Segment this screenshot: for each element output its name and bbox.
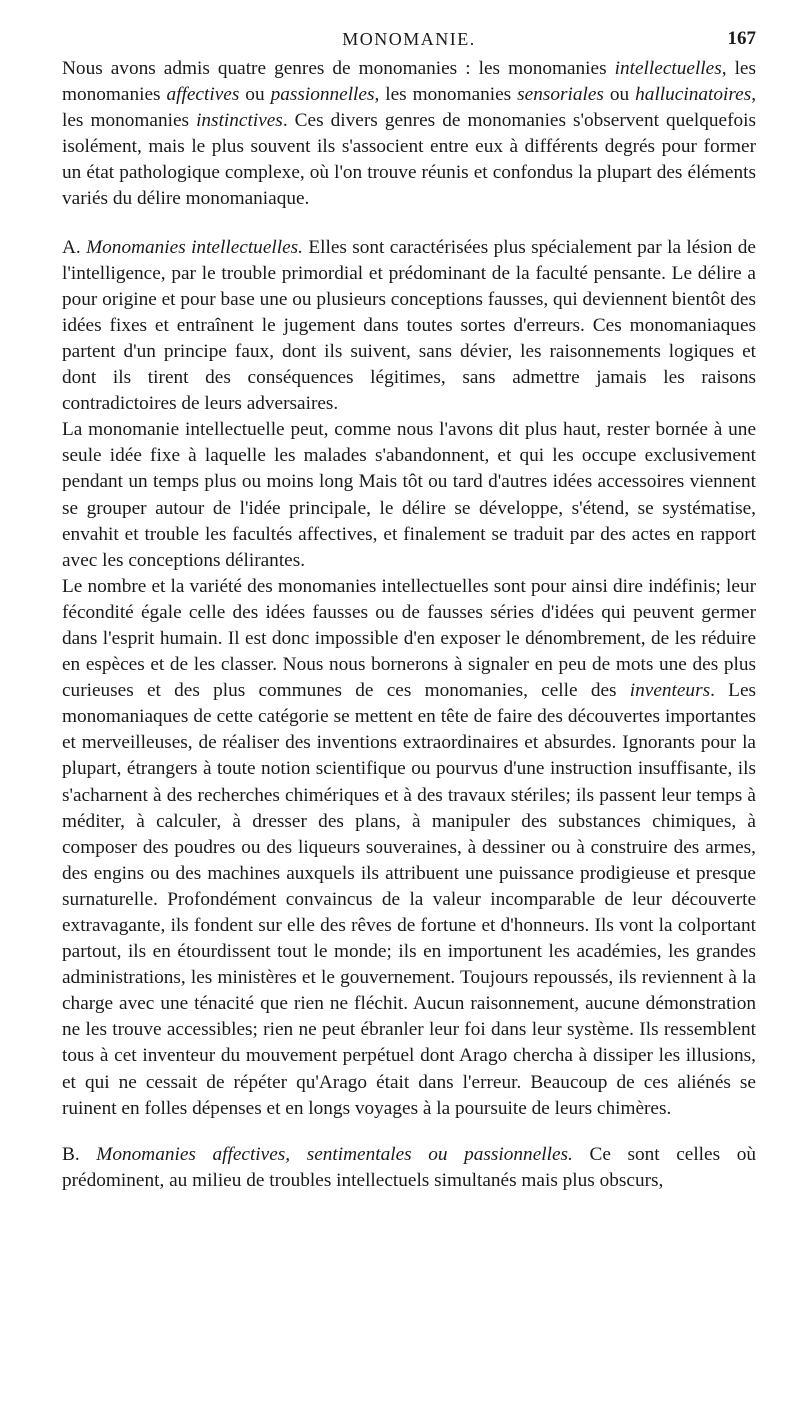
- italic-run: sensoriales: [517, 84, 604, 106]
- text-run: ou: [603, 84, 636, 106]
- italic-run: intellectuelles: [614, 58, 722, 79]
- text-run: Elles sont caractérisées plus spécialement par la lésion de l'intelligence, par le trouble primordial et prédominant de la faculté pensante. Le délire a pour origine et pour base une ou plusieurs conceptions fausses, qui deviennent bientôt des idées fixes et entraînent le jugement dans toutes sortes d'erreurs. Ces monomaniaques partent d'un principe faux, dont ils suivent, sans dévier, les raisonnements logiques et dont ils tirent des conséquences légitimes, sans admettre jamais les raisons contradictoires de leurs adversaires.: [62, 236, 756, 415]
- running-title: MONOMANIE.: [342, 29, 476, 49]
- text-run: Le nombre et la variété des monomanies intellectuelles sont pour ainsi dire indéfinis; leur fécondité égale celle des idées fausses ou de fausses séries d'idées qui peuvent germer dans l'esprit humain. Il est donc impossible d'en exposer le dénombrement, de les réduire en espèces et de les classer. Nous nous bornerons à signaler en peu de mots une des plus curieuses et des plus communes de ces monomanies, celle des: [62, 575, 756, 702]
- spacer: [62, 213, 756, 235]
- italic-run: inventeurs: [629, 680, 711, 702]
- italic-run: passionnelles: [270, 84, 375, 106]
- text-run: , les monomanies: [374, 84, 518, 106]
- section-b-paragraph-1: [62, 1142, 756, 1194]
- running-header: [62, 26, 756, 56]
- text-run: Ce sont celles où prédominent, au milieu de troubles intellectuels simultanés mais plus obscurs,: [62, 1143, 756, 1191]
- section-title: Monomanies intellectuelles.: [86, 236, 303, 258]
- text-run: . Ces divers genres de monomanies s'observent quelquefois isolément, mais le plus souvent ils s'associent entre eux à différents degrés pour former un état pathologique complexe, où l'on trouve réunis et confondus la plupart des éléments variés du délire monomaniaque.: [62, 110, 756, 210]
- text-run: , les monomanies: [62, 58, 756, 106]
- italic-run: instinctives: [196, 110, 283, 132]
- spacer: [62, 1122, 756, 1142]
- section-label: A.: [62, 236, 87, 258]
- section-a-paragraph-3: [62, 574, 756, 1122]
- section-a-paragraph-1: [62, 235, 756, 418]
- italic-run: hallucinatoires: [635, 84, 752, 106]
- section-label: B.: [62, 1143, 97, 1165]
- text-run: Nous avons admis quatre genres de monomanies : les monomanies: [62, 58, 615, 79]
- text-run: ou: [239, 84, 271, 106]
- section-a-paragraph-2: La monomanie intellectuelle peut, comme nous l'avons dit plus haut, rester bornée à une seule idée fixe à laquelle les malades s'abandonnent, et qui les occupe exclusivement pendant un temps plus ou moins long Mais tôt ou tard d'autres idées accessoires viennent se grouper autour de l'idée principale, le délire se développe, s'étend, se systématise, envahit et trouble les facultés affectives, et finalement se traduit par des actes en rapport avec les conceptions délirantes.: [62, 419, 756, 571]
- text-run: . Les monomaniaques de cette catégorie se mettent en tête de faire des découvertes importantes et merveilleuses, de réaliser des inventions extraordinaires et absurdes. Ignorants pour la plupart, étrangers à toute notion scientifique ou pourvus d'une instruction insuffisante, ils s'acharnent à des recherches chimériques et à des travaux stériles; ils passent leur temps à méditer, à calculer, à dresser des plans, à manipuler des substances chimiques, à composer des poudres ou des liqueurs souveraines, à dessiner ou à construire des armes, des engins ou des machines auxquels ils attribuent une puissance prodigieuse et presque surnaturelle. Profondément convaincus de la valeur incomparable de leur découverte extravagante, ils fondent sur elle des rêves de fortune et d'honneurs. Ils vont la colportant partout, ils en étourdissent tout le monde; ils en importunent les académies, les grandes administrations, les ministères et le gouvernement. Toujours repoussés, ils reviennent à la charge avec une ténacité que rien ne fléchit. Aucun raisonnement, aucune démonstration ne les trouve accessibles; rien ne peut ébranler leur foi dans leur système. Ils ressemblent tous à cet inventeur du mouvement perpétuel dont Arago chercha à dissiper les illusions, et qui ne cessait de répéter qu'Arago était dans l'erreur. Beaucoup de ces aliénés se ruinent en folles dépenses et en longs voyages à la poursuite de leurs chimères.: [62, 680, 756, 1119]
- page-number: 167: [727, 28, 756, 49]
- text-run: , les monomanies: [62, 84, 757, 132]
- italic-run: affectives: [166, 84, 240, 106]
- section-title: Monomanies affectives, sentimentales ou passionnelles.: [96, 1143, 573, 1165]
- intro-paragraph: [62, 56, 756, 213]
